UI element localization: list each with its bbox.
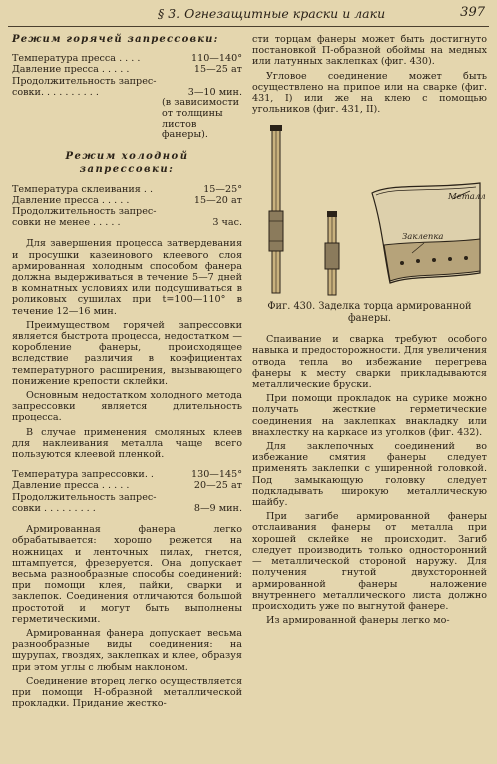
param-row: Продолжительность запрес- [12, 491, 157, 503]
rivet-icon [448, 257, 452, 261]
paragraph: Спаивание и сварка требуют особого навыка и предосторожности. Для увеличения отвода тепла во избежание перегрева фанеры к месту сварки прикладываются металлические бруски. [252, 334, 487, 391]
paragraph: При загибе армированной фанеры отслаивания фанеры от металла при хорошей склейке не происходит. Загиб следует производить только односторонний — металлической стороной наружу. Для получения гнутой двухсторонней армированной фанеры наложение внутреннего металлического листа должно происходить уже по выгнутой фанере. [252, 511, 487, 612]
paragraph: Для заклепочных соединений во избежание смятия фанеры следует применять заклепки с уширенной головкой. Под замыкающую головку следует подкладывать широкую металлическую шайбу. [252, 441, 487, 509]
figure-430-drawing [252, 125, 487, 297]
param-row: Давление пресса . . . . . 15—25 ат [12, 64, 242, 76]
running-title: § 3. Огнезащитные краски и лаки [158, 6, 386, 21]
param-row: совки не менее . . . . . 3 час. [12, 217, 242, 229]
plywood-strip-left [269, 125, 283, 293]
paragraph: При помощи прокладок на сурике можно получать жесткие герметические соединения на заклепках внакладку или внахлестку на каркасе из уголков (фиг. 432). [252, 393, 487, 438]
param-row: Температура пресса . . . . 110—140° [12, 53, 242, 65]
param-row: Температура склеивания . . 15—25° [12, 183, 242, 195]
page-header [8, 4, 489, 27]
paragraph: Из армированной фанеры легко мо- [266, 615, 450, 627]
figure-label-rivet: Заклепка [402, 232, 444, 243]
rivet-icon [416, 259, 420, 263]
param-row: Давление пресса . . . . . 20—25 ат [12, 480, 242, 492]
paragraph: Соединение вторец легко осуществляется при помощи Н-образной металлической прокладки. Придание жестко- [12, 675, 242, 710]
rivet-icon [432, 258, 436, 262]
param-row: совки. . . . . . . . . . 3—10 мин. [12, 86, 242, 98]
right-column [252, 34, 487, 629]
hot-params-list [12, 53, 242, 98]
rivet-icon [464, 256, 468, 260]
cold-params-list [12, 184, 242, 229]
param-row: Давление пресса . . . . . 15—20 ат [12, 194, 242, 206]
param-row: Температура запрессовки. . 130—145° [12, 469, 242, 481]
paragraph: сти торцам фанеры может быть достигнуто постановкой П-образной обоймы на медных или латунных заклепках (фиг. 430). [252, 34, 487, 68]
param-row: Продолжительность запрес- [12, 75, 157, 87]
param-row: Продолжительность запрес- [12, 206, 157, 218]
left-column [12, 34, 242, 712]
paragraph: Армированная фанера допускает весьма разнообразные виды соединения: на шурупах, гвоздях, заклепках и клее, образуя при этом углы с любым наклоном. [12, 627, 242, 673]
plywood-strip-middle [325, 211, 339, 295]
paragraph: Для завершения процесса затвердевания и просушки казеинового клеевого слоя армированная холодным способом фанера должна выдерживаться в течение 5—7 дней в комнатных условиях или подсушиваться в роликовых сушилах при t=100—110° в течение 12—16 мин. [12, 238, 242, 317]
page-number: 397 [460, 5, 485, 20]
cold-pressing-title-1: Режим холодной [65, 151, 189, 163]
figure-430 [252, 125, 487, 297]
figure-label-metal: Металл [448, 192, 486, 203]
paragraph: В случае применения смоляных клеев для наклеивания металла чаще всего пользуются клеевой пленкой. [12, 426, 242, 461]
hot-note: (в зависимости от толщины листов фанеры). [162, 97, 240, 141]
hot-pressing-title: Режим горячей запрессовки: [12, 34, 219, 45]
param-row: совки . . . . . . . . . 8—9 мин. [12, 502, 242, 514]
cold-pressing-title-2: запрессовки: [79, 164, 175, 176]
figure-caption: Фиг. 430. Заделка торца армированной фанеры. [267, 301, 472, 324]
paragraph: Основным недостатком холодного метода запрессовки является длительность процесса. [12, 390, 242, 424]
paragraph: Угловое соединение может быть осуществлено на припое или на сварке (фиг. 431, I) или же на клею с помощью угольников (фиг. 431, II). [252, 70, 487, 116]
paragraph: Преимуществом горячей запрессовки является быстрота процесса, недостатком — коробление фанеры, происходящее вследствие различия в коэфициентах температурного расширения, вызывающего понижение крепости склейки. [12, 319, 242, 387]
armored-plywood-sheet [372, 183, 486, 283]
paragraph: Армированная фанера легко обрабатывается: хорошо режется на ножницах и ленточных пилах, гнется, штампуется, фрезеруется. Она допускает весьма разнообразные способы соединений: при помощи клея, пайки, сварки и заклепок. Соединения отличаются большой простотой и могут быть выполнены герметическими. [12, 524, 242, 625]
resin-params-list [12, 469, 242, 514]
rivet-icon [400, 261, 404, 265]
